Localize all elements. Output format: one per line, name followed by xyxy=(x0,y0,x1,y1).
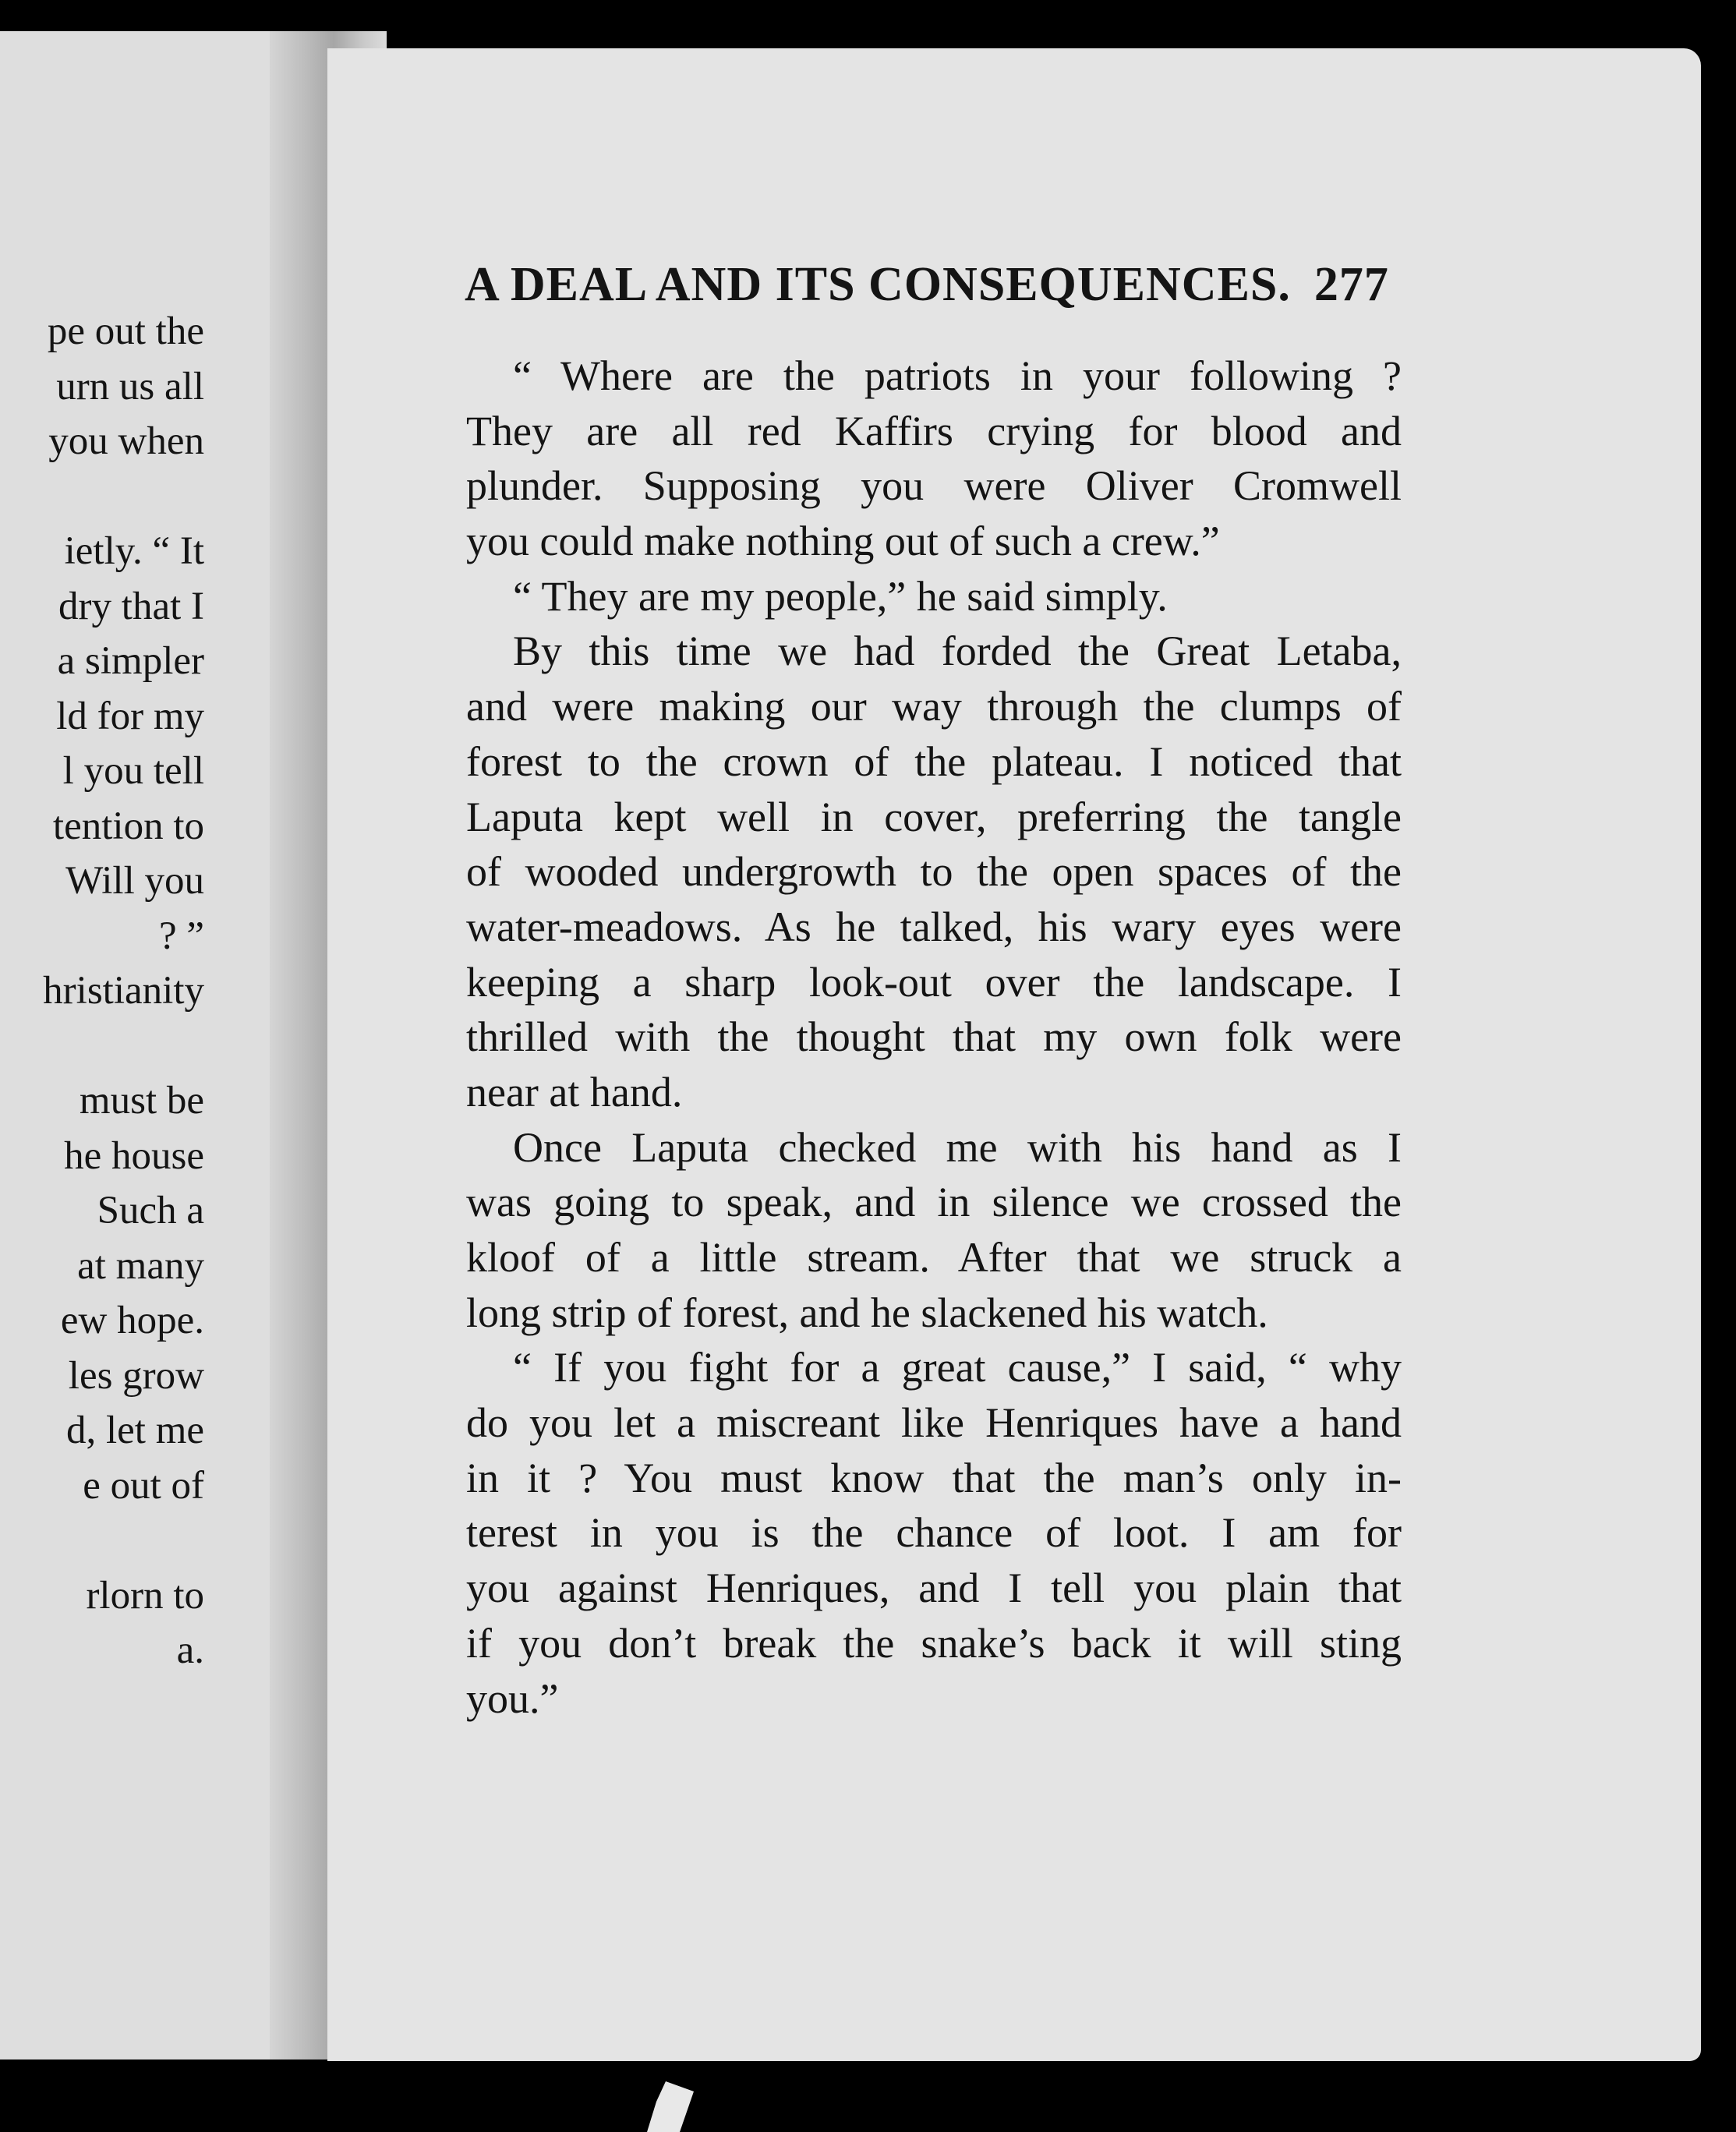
text-line-fragment: l you tell xyxy=(62,749,204,793)
chapter-title: A DEAL AND ITS CONSEQUENCES. xyxy=(465,258,1291,311)
text-line: and were making our way through the clumps of xyxy=(466,683,1402,730)
text-line-fragment: d, let me xyxy=(65,1409,204,1452)
text-line-fragment: tention to xyxy=(52,804,204,848)
text-line-fragment: pe out the xyxy=(47,309,204,353)
text-line: you.” xyxy=(466,1674,559,1722)
line-gap xyxy=(0,469,204,525)
page-number: 277 xyxy=(1313,258,1389,311)
text-line: water-meadows. As he talked, his wary eyes were xyxy=(466,903,1402,950)
text-line: forest to the crown of the plateau. I noticed that xyxy=(466,737,1402,785)
text-line: terest in you is the chance of loot. I am for xyxy=(466,1509,1402,1557)
text-line-fragment: he house xyxy=(64,1133,204,1178)
text-line-fragment: rlorn to xyxy=(86,1573,204,1618)
text-line-fragment: Such a xyxy=(97,1189,204,1232)
text-line-fragment: dry that I xyxy=(58,584,204,628)
text-line: By this time we had forded the Great Letaba, xyxy=(513,628,1402,675)
text-line: They are all red Kaffirs crying for blood and xyxy=(466,407,1402,454)
text-line: kloof of a little stream. After that we struck a xyxy=(466,1234,1402,1281)
line-gap xyxy=(0,1019,204,1074)
text-line: thrilled with the thought that my own folk were xyxy=(466,1013,1402,1061)
text-line: “ They are my people,” he said simply. xyxy=(513,572,1168,620)
text-line: “ Where are the patriots in your following ? xyxy=(513,352,1402,399)
body-text xyxy=(466,348,1402,1726)
left-page-text xyxy=(0,304,204,1678)
text-line: in it ? You must know that the man’s only in- xyxy=(466,1454,1402,1501)
text-line: of wooded undergrowth to the open spaces of the xyxy=(466,848,1402,896)
text-line-fragment: must be xyxy=(79,1079,204,1123)
text-line-fragment: ld for my xyxy=(56,694,204,738)
text-line: Laputa kept well in cover, preferring the tangle xyxy=(466,793,1402,840)
text-line: you against Henriques, and I tell you plain that xyxy=(466,1565,1402,1612)
right-page xyxy=(327,48,1701,2061)
text-line: you could make nothing out of such a crew.” xyxy=(466,518,1220,565)
text-line-fragment: ietly. “ It xyxy=(64,529,204,573)
text-line: keeping a sharp look-out over the landscape. I xyxy=(466,958,1402,1006)
text-line: was going to speak, and in silence we crossed the xyxy=(466,1179,1402,1226)
text-line-fragment: les grow xyxy=(68,1353,204,1398)
text-line: if you don’t break the snake’s back it will sting xyxy=(466,1619,1402,1667)
text-line-fragment: urn us all xyxy=(56,364,204,408)
running-head xyxy=(465,257,1701,313)
text-line-fragment: a. xyxy=(176,1628,204,1672)
text-line: near at hand. xyxy=(466,1068,683,1115)
text-line-fragment: ? ” xyxy=(158,914,204,958)
text-line: Once Laputa checked me with his hand as I xyxy=(513,1123,1402,1171)
text-line-fragment: you when xyxy=(48,419,204,463)
paper-fragment xyxy=(647,2081,694,2132)
text-line-fragment: hristianity xyxy=(43,969,204,1013)
text-line: do you let a miscreant like Henriques have a hand xyxy=(466,1399,1402,1447)
line-gap xyxy=(0,1513,204,1568)
text-line-fragment: at many xyxy=(77,1243,204,1288)
text-line: “ If you fight for a great cause,” I said, “ why xyxy=(513,1344,1402,1391)
text-line-fragment: e out of xyxy=(83,1463,204,1508)
text-line: plunder. Supposing you were Oliver Cromwell xyxy=(466,462,1402,510)
text-line: long strip of forest, and he slackened his watch. xyxy=(466,1289,1268,1336)
text-line-fragment: a simpler xyxy=(57,639,204,683)
text-line-fragment: ew hope. xyxy=(60,1299,204,1342)
text-line-fragment: Will you xyxy=(65,859,204,903)
